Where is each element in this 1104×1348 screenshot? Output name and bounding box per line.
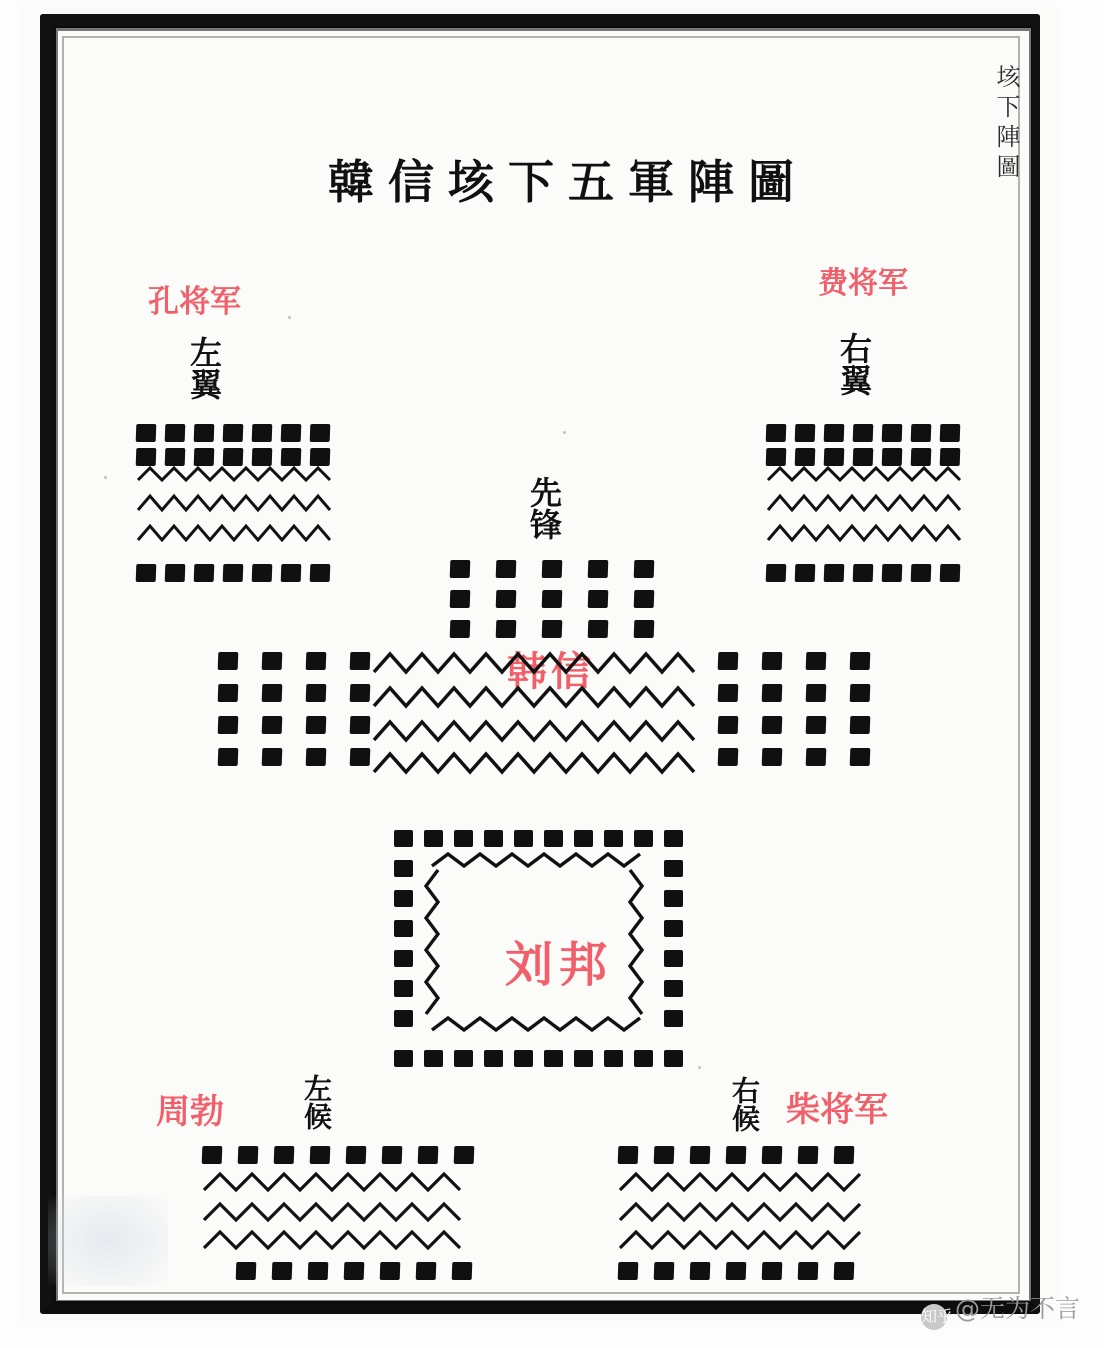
zigzag-rows bbox=[618, 1170, 868, 1250]
troop-unit bbox=[654, 1146, 675, 1164]
troop-unit bbox=[762, 748, 783, 766]
troop-unit bbox=[762, 716, 783, 734]
troop-unit bbox=[634, 620, 655, 638]
troop-row bbox=[236, 1262, 483, 1280]
troop-unit bbox=[218, 652, 239, 670]
troop-unit bbox=[726, 1146, 747, 1164]
troop-unit bbox=[850, 748, 871, 766]
troop-unit bbox=[795, 448, 816, 466]
troop-unit bbox=[718, 652, 739, 670]
troop-unit bbox=[726, 1262, 747, 1280]
label-vanguard: 先锋 bbox=[525, 476, 563, 540]
troop-unit bbox=[262, 652, 283, 670]
zhihu-logo-icon: 知乎 bbox=[921, 1304, 947, 1330]
troop-row bbox=[766, 564, 969, 582]
troop-unit bbox=[834, 1262, 855, 1280]
troop-unit bbox=[795, 424, 816, 442]
troop-unit bbox=[306, 652, 327, 670]
troop-unit bbox=[588, 560, 609, 578]
center-zigzag-formation bbox=[370, 646, 700, 776]
troop-unit bbox=[766, 448, 787, 466]
troop-unit bbox=[454, 1146, 475, 1164]
troop-unit bbox=[418, 1146, 439, 1164]
right-wing-formation bbox=[766, 424, 969, 582]
paper-speck bbox=[104, 476, 107, 479]
troop-unit bbox=[281, 424, 302, 442]
troop-unit bbox=[262, 748, 283, 766]
troop-unit bbox=[350, 748, 371, 766]
troop-unit bbox=[202, 1146, 223, 1164]
troop-unit bbox=[824, 564, 845, 582]
troop-unit bbox=[853, 424, 874, 442]
label-right-wing-general: 费将军 bbox=[818, 266, 908, 301]
troop-unit bbox=[798, 1262, 819, 1280]
troop-unit bbox=[853, 448, 874, 466]
troop-unit bbox=[223, 448, 244, 466]
troop-unit bbox=[252, 564, 273, 582]
left-rear-formation bbox=[202, 1146, 483, 1280]
troop-unit bbox=[350, 652, 371, 670]
zigzag-rows bbox=[766, 466, 966, 562]
troop-unit bbox=[654, 1262, 675, 1280]
troop-unit bbox=[766, 424, 787, 442]
troop-unit bbox=[806, 684, 827, 702]
troop-unit bbox=[911, 564, 932, 582]
troop-row bbox=[136, 564, 339, 582]
troop-row bbox=[766, 448, 969, 466]
troop-unit bbox=[542, 620, 563, 638]
label-left-wing: 左翼 bbox=[185, 336, 223, 400]
troop-unit bbox=[911, 424, 932, 442]
troop-unit bbox=[350, 716, 371, 734]
troop-unit bbox=[850, 652, 871, 670]
troop-unit bbox=[310, 1146, 331, 1164]
troop-unit bbox=[806, 748, 827, 766]
troop-unit bbox=[542, 560, 563, 578]
troop-unit bbox=[252, 448, 273, 466]
troop-row bbox=[218, 684, 379, 702]
troop-unit bbox=[218, 716, 239, 734]
troop-unit bbox=[272, 1262, 293, 1280]
troop-unit bbox=[165, 564, 186, 582]
paper-speck bbox=[698, 1066, 701, 1069]
troop-row bbox=[202, 1146, 483, 1164]
troop-unit bbox=[690, 1262, 711, 1280]
troop-unit bbox=[165, 448, 186, 466]
troop-row bbox=[618, 1146, 868, 1164]
troop-row bbox=[718, 652, 879, 670]
troop-unit bbox=[416, 1262, 437, 1280]
troop-unit bbox=[450, 620, 471, 638]
troop-unit bbox=[452, 1262, 473, 1280]
scanned-paper bbox=[18, 6, 1058, 1326]
troop-row bbox=[218, 716, 379, 734]
label-right-rear: 右候 bbox=[728, 1076, 761, 1132]
troop-row bbox=[450, 620, 663, 638]
troop-unit bbox=[618, 1262, 639, 1280]
troop-unit bbox=[795, 564, 816, 582]
troop-unit bbox=[380, 1262, 401, 1280]
troop-unit bbox=[223, 424, 244, 442]
troop-unit bbox=[882, 424, 903, 442]
center-right-formation bbox=[718, 652, 879, 766]
troop-unit bbox=[882, 564, 903, 582]
vanguard-formation bbox=[450, 560, 663, 638]
troop-unit bbox=[882, 448, 903, 466]
troop-unit bbox=[238, 1146, 259, 1164]
troop-unit bbox=[542, 590, 563, 608]
troop-unit bbox=[310, 564, 331, 582]
troop-unit bbox=[634, 590, 655, 608]
troop-unit bbox=[806, 716, 827, 734]
troop-unit bbox=[798, 1146, 819, 1164]
troop-unit bbox=[194, 448, 215, 466]
label-center-commander: 韩信 bbox=[507, 648, 595, 695]
troop-unit bbox=[306, 748, 327, 766]
troop-row bbox=[450, 560, 663, 578]
troop-unit bbox=[223, 564, 244, 582]
troop-row bbox=[136, 424, 339, 442]
troop-row bbox=[450, 590, 663, 608]
troop-unit bbox=[718, 684, 739, 702]
troop-unit bbox=[218, 684, 239, 702]
right-rear-formation bbox=[618, 1146, 868, 1280]
troop-unit bbox=[194, 564, 215, 582]
label-right-rear-general: 柴将军 bbox=[786, 1090, 888, 1130]
troop-unit bbox=[718, 716, 739, 734]
troop-unit bbox=[762, 684, 783, 702]
zigzag-rows bbox=[136, 466, 336, 562]
troop-unit bbox=[344, 1262, 365, 1280]
troop-unit bbox=[306, 716, 327, 734]
troop-unit bbox=[136, 424, 157, 442]
paper-speck bbox=[288, 316, 291, 319]
troop-row bbox=[618, 1262, 868, 1280]
troop-row bbox=[218, 748, 379, 766]
troop-unit bbox=[762, 1262, 783, 1280]
side-column-text: 垓下陣圖 bbox=[992, 64, 1020, 184]
troop-unit bbox=[262, 684, 283, 702]
troop-unit bbox=[690, 1146, 711, 1164]
troop-unit bbox=[236, 1262, 257, 1280]
troop-row bbox=[218, 652, 379, 670]
troop-unit bbox=[306, 684, 327, 702]
troop-unit bbox=[634, 560, 655, 578]
page-title: 韓信垓下五軍陣圖 bbox=[328, 155, 808, 209]
label-left-wing-general: 孔将军 bbox=[148, 284, 241, 320]
troop-unit bbox=[194, 424, 215, 442]
troop-unit bbox=[136, 448, 157, 466]
troop-unit bbox=[496, 590, 517, 608]
label-left-rear: 左候 bbox=[300, 1074, 333, 1130]
troop-row bbox=[766, 424, 969, 442]
troop-unit bbox=[274, 1146, 295, 1164]
left-wing-formation bbox=[136, 424, 339, 582]
troop-unit bbox=[165, 424, 186, 442]
troop-unit bbox=[588, 620, 609, 638]
troop-unit bbox=[136, 564, 157, 582]
troop-unit bbox=[940, 448, 961, 466]
troop-unit bbox=[218, 748, 239, 766]
troop-unit bbox=[588, 590, 609, 608]
troop-unit bbox=[496, 620, 517, 638]
troop-unit bbox=[850, 684, 871, 702]
label-left-rear-general: 周勃 bbox=[156, 1092, 224, 1132]
troop-unit bbox=[853, 564, 874, 582]
troop-unit bbox=[940, 424, 961, 442]
troop-unit bbox=[262, 716, 283, 734]
troop-row bbox=[718, 716, 879, 734]
troop-unit bbox=[824, 424, 845, 442]
troop-unit bbox=[281, 564, 302, 582]
troop-unit bbox=[450, 560, 471, 578]
troop-unit bbox=[618, 1146, 639, 1164]
watermark bbox=[921, 1289, 1080, 1330]
troop-unit bbox=[762, 1146, 783, 1164]
troop-unit bbox=[281, 448, 302, 466]
troop-unit bbox=[824, 448, 845, 466]
troop-unit bbox=[346, 1146, 367, 1164]
troop-unit bbox=[718, 748, 739, 766]
troop-unit bbox=[850, 716, 871, 734]
zigzag-rows bbox=[202, 1170, 472, 1250]
troop-unit bbox=[310, 448, 331, 466]
troop-unit bbox=[834, 1146, 855, 1164]
label-rear-commander: 刘邦 bbox=[505, 937, 614, 993]
troop-unit bbox=[308, 1262, 329, 1280]
center-left-formation bbox=[218, 652, 379, 766]
troop-unit bbox=[806, 652, 827, 670]
troop-row bbox=[136, 448, 339, 466]
paper-speck bbox=[563, 431, 566, 434]
label-right-wing: 右翼 bbox=[835, 332, 873, 396]
troop-unit bbox=[252, 424, 273, 442]
troop-unit bbox=[762, 652, 783, 670]
troop-unit bbox=[310, 424, 331, 442]
troop-row bbox=[718, 748, 879, 766]
troop-unit bbox=[496, 560, 517, 578]
troop-row bbox=[718, 684, 879, 702]
troop-unit bbox=[766, 564, 787, 582]
troop-unit bbox=[940, 564, 961, 582]
troop-unit bbox=[911, 448, 932, 466]
troop-unit bbox=[450, 590, 471, 608]
troop-unit bbox=[382, 1146, 403, 1164]
troop-unit bbox=[350, 684, 371, 702]
watermark-text: @无为不言 bbox=[954, 1294, 1080, 1323]
